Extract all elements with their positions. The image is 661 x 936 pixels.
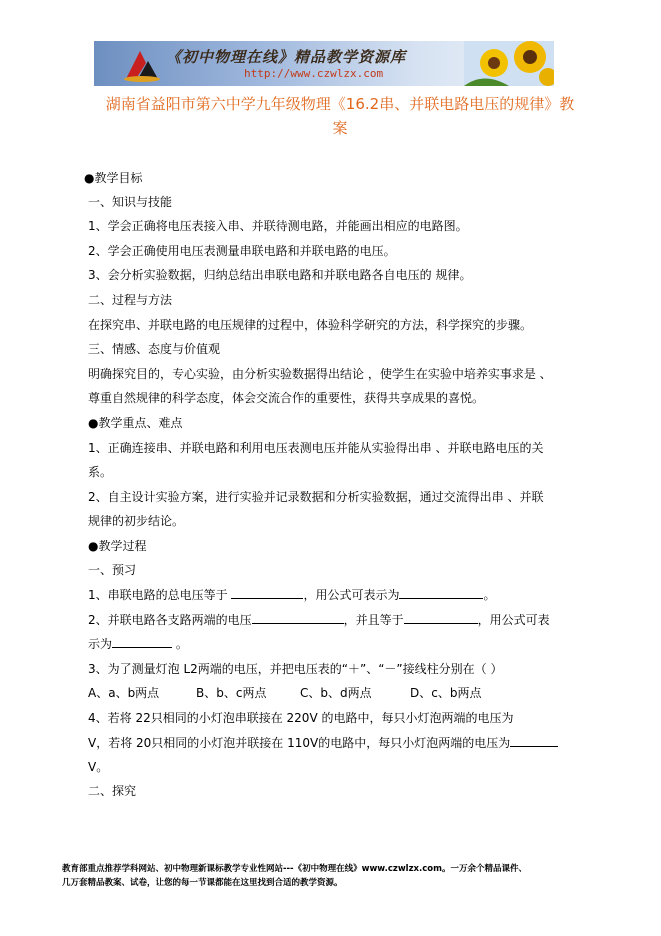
option-d[interactable]: D、c、b两点 — [410, 686, 482, 700]
question-2-text-e: 。 — [172, 637, 188, 651]
page-footer — [62, 862, 602, 890]
paragraph: 1、正确连接串、并联电路和利用电压表测电压并能从实验得出串 、并联电路电压的关 — [88, 441, 544, 455]
subheading-knowledge: 一、知识与技能 — [88, 195, 173, 209]
question-4-end: V。 — [88, 760, 109, 774]
question-2 — [88, 611, 550, 628]
paragraph: 明确探究目的，专心实验，由分析实验数据得出结论 ，使学生在实验中培养实事求是 、 — [88, 367, 552, 381]
option-b[interactable]: B、b、c两点 — [196, 686, 267, 700]
footer-line2: 几万套精品教案、试卷，让您的每一节课都能在这里找到合适的教学资源。 — [62, 878, 343, 888]
paragraph: 2、学会正确使用电压表测量串联电路和并联电路的电压。 — [88, 244, 396, 258]
banner-title: 《初中物理在线》精品教学资源库 — [166, 48, 407, 66]
site-logo-icon — [122, 45, 162, 83]
subheading-explore: 二、探究 — [88, 784, 137, 798]
footer-line1: 教育部重点推荐学科网站、初中物理新课标教学专业性网站---《初中物理在线》www.czwlzx.com。一万余个精品课件、 — [62, 864, 527, 874]
option-c[interactable]: C、b、d两点 — [300, 686, 372, 700]
question-1-text-b: ，用公式可表示为 — [303, 588, 400, 602]
document-title — [90, 92, 590, 140]
document-title-line1: 湖南省益阳市第六中学九年级物理《16.2串、并联电路电压的规律》教 — [105, 95, 575, 113]
sunflower-icon — [464, 41, 554, 86]
question-3: 3、为了测量灯泡 L2两端的电压，并把电压表的“＋”、“－”接线柱分别在（ ） — [88, 662, 503, 676]
header-banner — [94, 41, 554, 86]
question-1-text-c: 。 — [483, 588, 496, 602]
section-heading-key-points: ●教学重点、难点 — [88, 416, 183, 430]
document-title-line2: 案 — [332, 119, 348, 137]
paragraph: 1、学会正确将电压表接入串、并联待测电路，并能画出相应的电路图。 — [88, 219, 468, 233]
question-4-text-b: V，若将 20只相同的小灯泡并联接在 110V的电路中，每只小灯泡两端的电压为 — [88, 736, 511, 750]
paragraph: 3、会分析实验数据，归纳总结出串联电路和并联电路各自电压的 规律。 — [88, 268, 472, 282]
section-heading-objectives: ●教学目标 — [84, 171, 143, 185]
subheading-process: 二、过程与方法 — [88, 293, 173, 307]
question-2-text-a: 2、并联电路各支路两端的电压 — [88, 613, 252, 627]
answer-blank[interactable] — [399, 586, 483, 599]
question-1-text-a: 1、串联电路的总电压等于 — [88, 588, 228, 602]
paragraph: 在探究串、并联电路的电压规律的过程中，体验科学研究的方法，科学探究的步骤。 — [88, 318, 533, 332]
question-2-text-d: 示为 — [88, 637, 113, 651]
subheading-attitude: 三、情感、态度与价值观 — [88, 342, 221, 356]
paragraph: 系。 — [88, 465, 113, 479]
question-2-cont — [88, 635, 188, 652]
question-2-text-c: ，用公式可表 — [477, 613, 550, 627]
answer-blank[interactable] — [510, 734, 558, 747]
answer-blank[interactable] — [404, 611, 478, 624]
paragraph: 规律的初步结论。 — [88, 514, 185, 528]
paragraph: 2、自主设计实验方案，进行实验并记录数据和分析实验数据，通过交流得出串 、并联 — [88, 490, 544, 504]
answer-blank[interactable] — [231, 586, 303, 599]
question-4: 4、若将 22只相同的小灯泡串联接在 220V 的电路中，每只小灯泡两端的电压为 — [88, 711, 514, 725]
subheading-preview: 一、预习 — [88, 563, 137, 577]
question-2-text-b: ，并且等于 — [343, 613, 404, 627]
question-3-options — [88, 684, 481, 701]
banner-url[interactable]: http://www.czwlzx.com — [244, 67, 384, 80]
paragraph: 尊重自然规律的科学态度，体会交流合作的重要性，获得共享成果的喜悦。 — [88, 391, 485, 405]
question-1 — [88, 586, 496, 603]
option-a[interactable]: A、a、b两点 — [88, 686, 160, 700]
question-4-cont — [88, 734, 558, 751]
answer-blank[interactable] — [112, 635, 172, 648]
answer-blank[interactable] — [252, 611, 344, 624]
section-heading-process: ●教学过程 — [88, 539, 147, 553]
